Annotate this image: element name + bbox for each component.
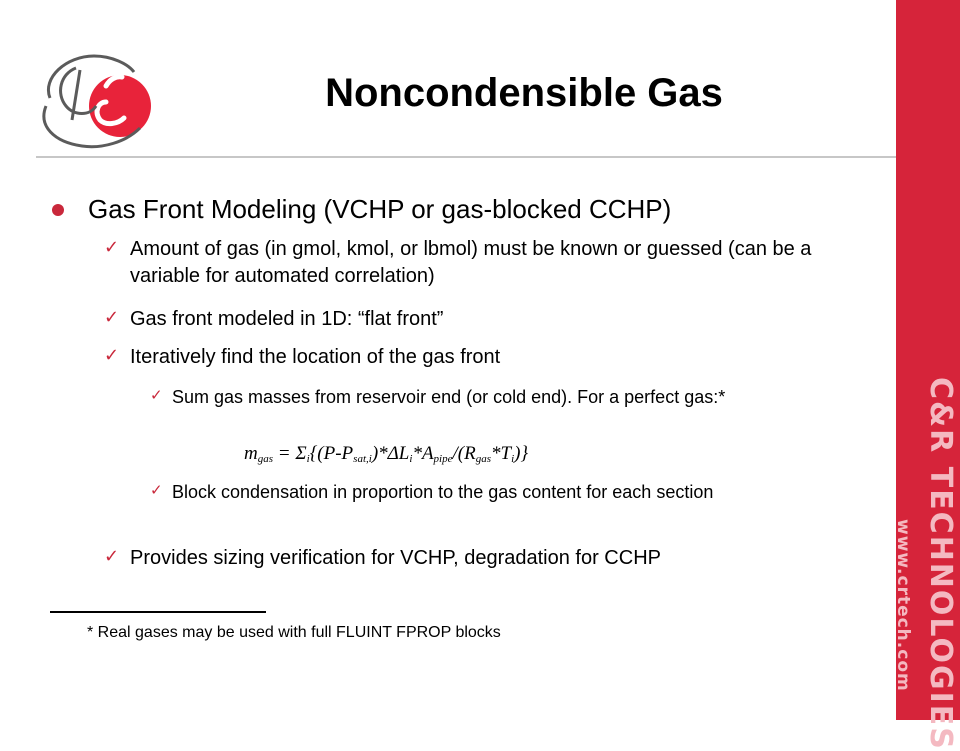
title-divider — [36, 156, 896, 158]
subbullet-text: Amount of gas (in gmol, kmol, or lbmol) must be known or guessed (can be a variable for automated correlation) — [130, 238, 812, 287]
check-mark-icon: ✓ — [150, 481, 163, 499]
footnote: * Real gases may be used with full FLUINT FPROP blocks — [87, 624, 501, 641]
check-mark-icon: ✓ — [104, 307, 120, 328]
subbullet-text: Iteratively find the location of the gas front — [130, 346, 501, 368]
check-mark-icon: ✓ — [104, 237, 120, 258]
bullet-text: Gas Front Modeling (VCHP or gas-blocked CCHP) — [88, 194, 672, 224]
check-mark-icon: ✓ — [104, 345, 120, 366]
check-mark-icon: ✓ — [150, 386, 163, 404]
gas-mass-formula: $m_{gas} = \Sigma_i\{(P-P_{sat,i})*\Delta L_i*A_{pipe}/(R_{gas}*T_i)\}$ — [244, 443, 529, 465]
round-bullet-icon — [52, 204, 64, 216]
footnote-divider — [50, 611, 266, 613]
subsubbullet-text: Sum gas masses from reservoir end (or cold end). For a perfect gas:* — [172, 387, 726, 407]
sidebar-url-text: www.crtech.com — [893, 519, 913, 692]
subbullet-text: Gas front modeled in 1D: “flat front” — [130, 308, 444, 330]
subsubbullet-text: Block condensation in proportion to the gas content for each section — [172, 482, 714, 502]
sidebar-brand-text: C&R TECHNOLOGIES — [923, 377, 958, 751]
check-mark-icon: ✓ — [104, 546, 120, 567]
subbullet-text: Provides sizing verification for VCHP, degradation for CCHP — [130, 547, 661, 569]
page-title: Noncondensible Gas — [325, 71, 723, 115]
